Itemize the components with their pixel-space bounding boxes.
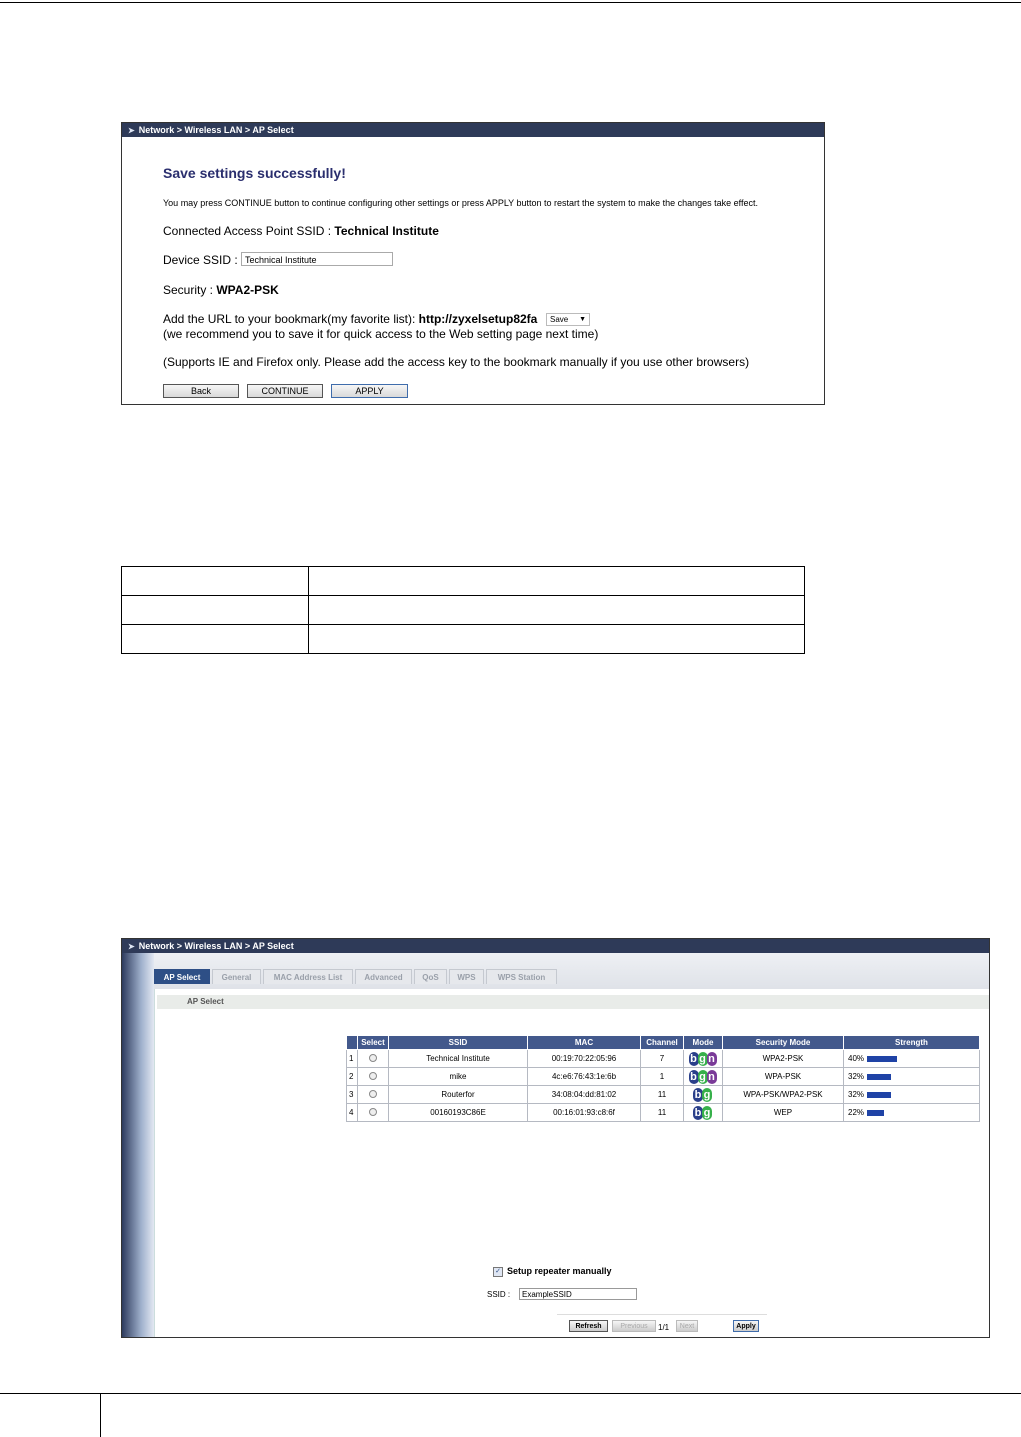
connected-ap-value: Technical Institute [334, 224, 439, 238]
apply-button[interactable]: APPLY [331, 384, 408, 398]
chevron-down-icon: ▼ [579, 316, 586, 323]
table-row[interactable] [347, 1086, 980, 1104]
table-cell [309, 596, 805, 625]
strength-bar [867, 1074, 891, 1080]
tab-wps-station[interactable]: WPS Station [486, 969, 557, 984]
table-row [122, 596, 805, 625]
mode-g-icon: g [703, 1106, 711, 1119]
connected-ap-line [163, 224, 439, 238]
security-mode-header: Security Mode [723, 1036, 844, 1050]
mac-header: MAC [528, 1036, 641, 1050]
row-index: 4 [347, 1104, 358, 1122]
continue-button[interactable]: CONTINUE [247, 384, 323, 398]
ssid-cell: 00160193C86E [389, 1104, 528, 1122]
mode-cell [684, 1068, 723, 1086]
mode-b-icon: b [690, 1052, 697, 1065]
security-line [163, 283, 279, 297]
device-ssid-label: Device SSID : [163, 253, 238, 267]
select-radio[interactable] [369, 1054, 377, 1062]
channel-cell: 11 [641, 1086, 684, 1104]
supports-note: (Supports IE and Firefox only. Please add the access key to the bookmark manually if you use other browsers) [163, 355, 750, 369]
strength-cell [844, 1068, 980, 1086]
table-cell [309, 625, 805, 654]
bookmark-select[interactable] [546, 313, 590, 326]
ssid-header: SSID [389, 1036, 528, 1050]
security-mode-cell: WEP [723, 1104, 844, 1122]
breadcrumb-text: Network > Wireless LAN > AP Select [138, 125, 294, 135]
index-header [347, 1036, 358, 1050]
blank-table [121, 566, 805, 654]
tab-advanced[interactable]: Advanced [355, 969, 412, 984]
mode-cell [684, 1050, 723, 1068]
save-settings-panel [121, 122, 825, 405]
strength-cell [844, 1104, 980, 1122]
row-index: 3 [347, 1086, 358, 1104]
strength-bar [867, 1110, 884, 1116]
ssid-cell: Technical Institute [389, 1050, 528, 1068]
ssid-input[interactable]: ExampleSSID [519, 1288, 637, 1300]
tab-bar [154, 953, 989, 989]
security-value: WPA2-PSK [216, 283, 279, 297]
header-rule [0, 2, 1021, 3]
tab-qos[interactable]: QoS [414, 969, 447, 984]
strength-text: 32% [848, 1072, 865, 1081]
back-button[interactable]: Back [163, 384, 239, 398]
mode-n-icon: n [708, 1070, 715, 1083]
strength-cell [844, 1086, 980, 1104]
ap-select-panel [121, 938, 990, 1338]
mac-cell: 00:19:70:22:05:96 [528, 1050, 641, 1068]
select-radio[interactable] [369, 1072, 377, 1080]
manual-setup-checkbox[interactable]: ✓ [493, 1267, 503, 1277]
mode-b-icon: b [694, 1088, 702, 1101]
page-title: Save settings successfully! [163, 165, 346, 181]
table-cell [309, 567, 805, 596]
mode-header: Mode [684, 1036, 723, 1050]
channel-header: Channel [641, 1036, 684, 1050]
bookmark-url: http://zyxelsetup82fa [418, 312, 538, 326]
ssid-cell: mike [389, 1068, 528, 1086]
breadcrumb-arrow-icon: ➤ [128, 942, 135, 951]
bookmark-select-value: Save [550, 315, 569, 324]
security-mode-cell: WPA2-PSK [723, 1050, 844, 1068]
security-mode-cell: WPA-PSK/WPA2-PSK [723, 1086, 844, 1104]
recommend-note: (we recommend you to save it for quick access to the Web setting page next time) [163, 327, 599, 341]
channel-cell: 7 [641, 1050, 684, 1068]
left-sidebar [122, 953, 154, 1337]
strength-text: 22% [848, 1108, 865, 1117]
strength-text: 32% [848, 1090, 865, 1099]
table-header-row [347, 1036, 980, 1050]
breadcrumb [122, 123, 824, 137]
tab-mac-address-list[interactable]: MAC Address List [263, 969, 353, 984]
manual-setup-label: Setup repeater manually [507, 1266, 612, 1276]
table-cell [122, 625, 309, 654]
mode-icons [690, 1070, 717, 1084]
ssid-label: SSID : [487, 1290, 511, 1299]
table-row[interactable] [347, 1104, 980, 1122]
table-cell [122, 567, 309, 596]
table-row[interactable] [347, 1068, 980, 1086]
device-ssid-input[interactable]: Technical Institute [241, 252, 393, 266]
tab-wps[interactable]: WPS [449, 969, 484, 984]
footer-rule [0, 1393, 1021, 1394]
strength-bar [867, 1092, 891, 1098]
select-cell [358, 1068, 389, 1086]
strength-bar [867, 1056, 897, 1062]
select-radio[interactable] [369, 1090, 377, 1098]
table-row [122, 567, 805, 596]
select-cell [358, 1086, 389, 1104]
breadcrumb [122, 939, 989, 953]
bookmark-line [163, 312, 537, 326]
channel-cell: 11 [641, 1104, 684, 1122]
select-radio[interactable] [369, 1108, 377, 1116]
mode-icons [694, 1106, 712, 1120]
mode-b-icon: b [694, 1106, 702, 1119]
section-title: AP Select [157, 995, 989, 1009]
mode-b-icon: b [690, 1070, 697, 1083]
mac-cell: 00:16:01:93:c8:6f [528, 1104, 641, 1122]
tab-ap-select[interactable]: AP Select [154, 969, 210, 984]
mode-cell [684, 1086, 723, 1104]
ap-list-table [346, 1035, 980, 1122]
pagination-bar [557, 1314, 767, 1337]
strength-header: Strength [844, 1036, 980, 1050]
mode-g-icon: g [699, 1070, 706, 1083]
select-cell [358, 1050, 389, 1068]
mode-n-icon: n [708, 1052, 715, 1065]
ssid-cell: Routerfor [389, 1086, 528, 1104]
footer-page-box [0, 1393, 101, 1437]
next-button[interactable]: Next [676, 1320, 698, 1332]
mode-g-icon: g [703, 1088, 711, 1101]
select-header: Select [358, 1036, 389, 1050]
security-mode-cell: WPA-PSK [723, 1068, 844, 1086]
mode-icons [694, 1088, 712, 1102]
select-cell [358, 1104, 389, 1122]
table-row[interactable] [347, 1050, 980, 1068]
channel-cell: 1 [641, 1068, 684, 1086]
continue-apply-note: You may press CONTINUE button to continue configuring other settings or press APPLY button to restart the system to make the changes take effect. [163, 198, 758, 208]
previous-button[interactable]: Previous [612, 1320, 656, 1332]
breadcrumb-arrow-icon: ➤ [128, 126, 135, 135]
mac-cell: 4c:e6:76:43:1e:6b [528, 1068, 641, 1086]
mode-cell [684, 1104, 723, 1122]
mac-cell: 34:08:04:dd:81:02 [528, 1086, 641, 1104]
tab-general[interactable]: General [212, 969, 261, 984]
table-cell [122, 596, 309, 625]
page-indicator: 1/1 [658, 1323, 670, 1332]
bookmark-label: Add the URL to your bookmark(my favorite list): [163, 312, 419, 326]
mode-icons [690, 1052, 717, 1066]
strength-cell [844, 1050, 980, 1068]
table-row [122, 625, 805, 654]
row-index: 2 [347, 1068, 358, 1086]
security-label: Security : [163, 283, 217, 297]
strength-text: 40% [848, 1054, 865, 1063]
refresh-button[interactable]: Refresh [569, 1320, 608, 1332]
main-content [154, 989, 989, 1337]
connected-ap-label: Connected Access Point SSID : [163, 224, 335, 238]
breadcrumb-text: Network > Wireless LAN > AP Select [138, 941, 294, 951]
apply-button[interactable]: Apply [733, 1320, 759, 1332]
mode-g-icon: g [699, 1052, 706, 1065]
row-index: 1 [347, 1050, 358, 1068]
